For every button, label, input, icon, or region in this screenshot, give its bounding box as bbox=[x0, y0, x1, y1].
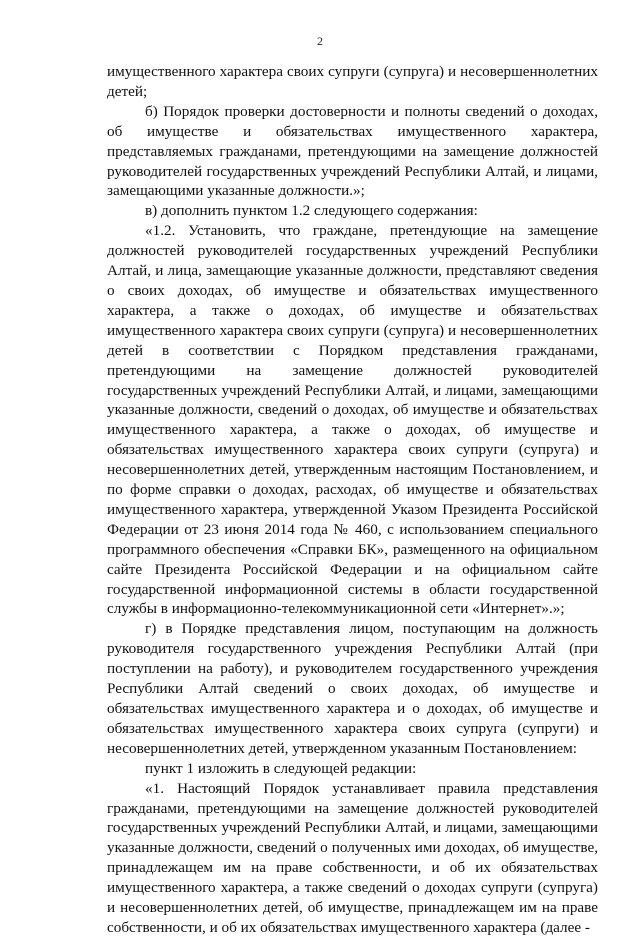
paragraph-clause-1-2: «1.2. Установить, что граждане, претендующие на замещение должностей руководителей государственных учреждений Республики Алтай, и лица, замещающие указанные должности, представляют сведения о своих доходах, об имуществе и обязательствах имущественного характера, а также о доходах, об имуществе и обязательствах имущественного характера своих супруги (супруга) и несовершеннолетних детей в соответствии с Порядком представления гражданами, претендующими на замещение должностей руководителей государственных учреждений Республики Алтай, и лицами, замещающими указанные должности, сведений о доходах, об имуществе и обязательствах имущественного характера, а также о доходах, об имуществе и обязательствах имущественного характера своих супруги (супруга) и несовершеннолетних детей, утвержденным настоящим Постановлением, и по форме справки о доходах, расходах, об имуществе и обязательствах имущественного характера, утвержденной Указом Президента Российской Федерации от 23 июня 2014 года № 460, с использованием специального программного обеспечения «Справки БК», размещенного на официальном сайте Президента Российской Федерации и на официальном сайте государственной информационной системы в области государственной службы в информационно-телекоммуникационной сети «Интернет».»; bbox=[107, 222, 598, 618]
document-body bbox=[107, 62, 598, 938]
paragraph-point-1-intro: пункт 1 изложить в следующей редакции: bbox=[145, 759, 417, 777]
paragraph-point-1-text: «1. Настоящий Порядок устанавливает правила представления гражданами, претендующими на замещение должностей руководителей государственных учреждений Республики Алтай, и лицами, замещающими указанные должности, сведений о полученных ими доходах, об имуществе, принадлежащем им на праве собственности, и об их обязательствах имущественного характера, а также сведений о доходах супруги (супруга) и несовершеннолетних детей, об имуществе, принадлежащем им на праве собственности, и об их обязательствах имущественного характера (далее - bbox=[107, 779, 598, 936]
paragraph-item-g: г) в Порядке представления лицом, поступающим на должность руководителя государственного учреждения Республики Алтай (при поступлении на работу), и руководителем государственного учреждения Республики Алтай сведений о своих доходах, об имуществе и обязательствах имущественного характера и о доходах, об имуществе и обязательствах имущественного характера своих супруга (супруги) и несовершеннолетних детей, утвержденном указанным Постановлением: bbox=[107, 620, 598, 757]
page-number: 2 bbox=[317, 34, 323, 48]
paragraph-item-b: б) Порядок проверки достоверности и полноты сведений о доходах, об имуществе и обязательствах имущественного характера, представляемых гражданами, претендующими на замещение должностей руководителей государственных учреждений Республики Алтай, и лицами, замещающими указанные должности.»; bbox=[107, 102, 598, 200]
paragraph-spouse-children-end: имущественного характера своих супруги (супруга) и несовершеннолетних детей; bbox=[107, 63, 598, 100]
paragraph-item-v: в) дополнить пунктом 1.2 следующего содержания: bbox=[145, 202, 478, 220]
